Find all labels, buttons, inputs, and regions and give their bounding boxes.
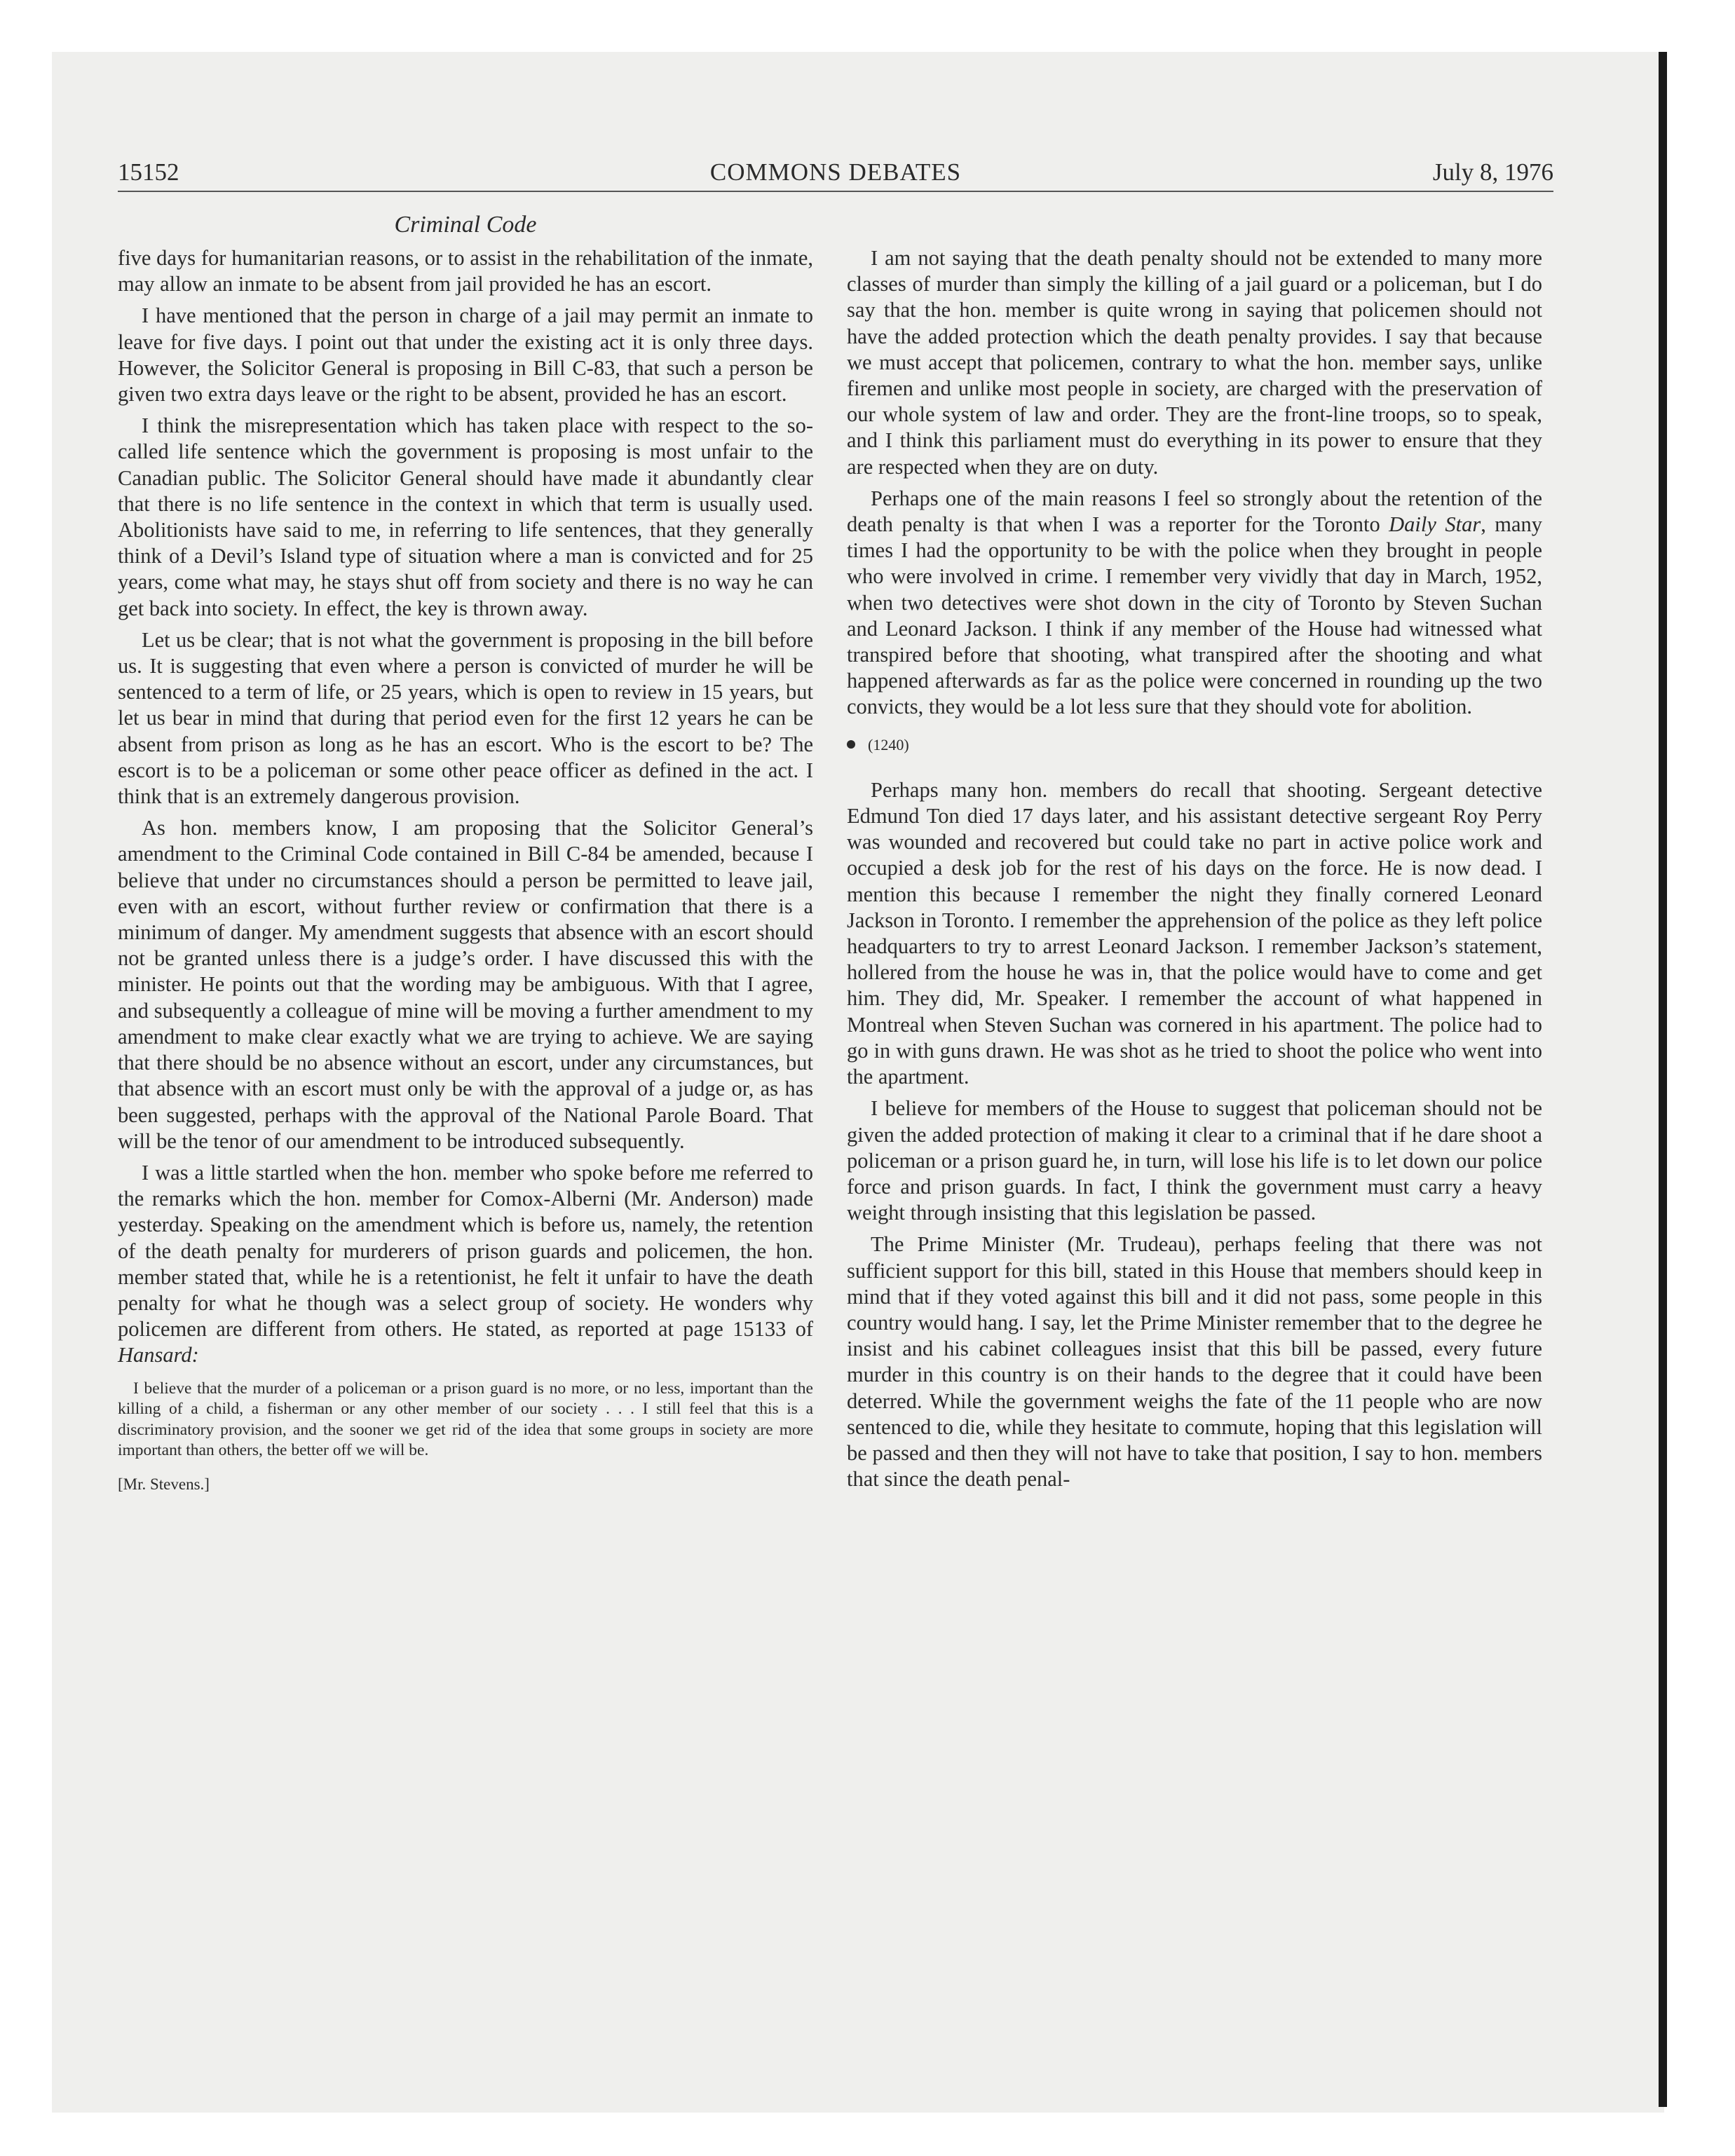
paragraph: I have mentioned that the person in charge of a jail may permit an inmate to leave for five days. I point out that under the existing act it is only three days. However, the Solicitor General is proposing in Bill C-83, that such a person be given two extra days leave or the right to be absent, provided he has an escort. [118,303,813,407]
left-column [118,207,813,1497]
paragraph [118,1160,813,1369]
paragraph-text: , many times I had the opportunity to be with the police when they brought in people who were involved in crime. I remember very vividly that day in March, 1952, when two detectives were shot down in the city of Toronto by Steven Suchan and Leonard Jackson. I think if any member of the House had witnessed what transpired before that shooting, what transpired after the shooting and what happened afterwards as far as the police were concerned in rounding up the two convicts, they would be a lot less sure that they should vote for abolition. [847,512,1543,719]
scan-edge-bar [1659,52,1667,2107]
paragraph-text: I was a little startled when the hon. member who spoke before me referred to the remarks which the hon. member for Comox-Alberni (Mr. Anderson) made yesterday. Speaking on the amendment which is before us, namely, the retention of the death penalty for murderers of prison guards and policemen, the hon. member stated that, while he is a retentionist, he felt it unfair to have the death penalty for what he though was a select group of society. He wonders why policemen are different from others. He stated, as reported at page 15133 of [118,1160,813,1342]
paragraph: As hon. members know, I am proposing that the Solicitor General’s amendment to the Criminal Code contained in Bill C-84 be amended, because I believe that under no circumstances should a person be permitted to leave jail, even with an escort, without further review or confirmation that there is a minimum of danger. My amendment suggests that absence with an escort should not be granted unless there is a judge’s order. I have discussed this with the minister. He points out that the wording may be ambiguous. With that I agree, and subsequently a colleague of mine will be moving a further amendment to my amendment to make clear exactly what we are trying to achieve. We are saying that there should be no absence without an escort, under any circumstances, but that absence with an escort must only be with the approval of a judge or, as has been suggested, perhaps with the approval of the National Parole Board. That will be the tenor of our amendment to be introduced subsequently. [118,816,813,1153]
paragraph: I am not saying that the death penalty should not be extended to many more classes of murder than simply the killing of a jail guard or a policeman, but I do say that the hon. member is quite wrong in saying that policemen should not have the added protection which the death penalty provides. I say that because we must accept that policemen, contrary to what the hon. member says, unlike firemen and unlike most people in society, are charged with the preservation of our whole system of law and order. They are the front-line troops, so to speak, and I think this parliament must do everything in its power to ensure that they are respected when they are on duty. [847,246,1542,479]
publication-title: COMMONS DEBATES [709,158,962,186]
hansard-reference: Hansard: [118,1343,199,1367]
paragraph: Perhaps many hon. members do recall that shooting. Sergeant detective Edmund Ton died 17 days later, and his assistant detective sergeant Roy Perry was wounded and recovered but could take no part in active police work and occupied a desk job for the rest of his days on the force. He is now dead. I mention this because I remember the night they finally cornered Leonard Jackson in Toronto. I remember the apprehension of the police as they left police headquarters to try to arrest Leonard Jackson. I remember Jackson’s statement, hollered from the house he was in, that the police would have to come and get him. They did, Mr. Speaker. I remember the account of what happened in Montreal when Steven Suchan was cornered in his apartment. The police had to go in with guns drawn. He was shot as he tried to shoot the police who went into the apartment. [847,777,1542,1089]
time-marker [847,732,1542,758]
block-quote: I believe that the murder of a policeman or a prison guard is no more, or no less, important than the killing of a child, a fisherman or any other member of our society . . . I still feel that this is a discriminatory provision, and the sooner we get rid of the idea that some groups in society are more important than others, the better off we will be. [118,1379,813,1460]
bullet-icon [847,740,855,749]
paragraph: five days for humanitarian reasons, or to assist in the rehabilitation of the inmate, may allow an inmate to be absent from jail provided he has an escort. [118,246,813,296]
paragraph: I believe for members of the House to suggest that policeman should not be given the added protection of making it clear to a criminal that if he dare shoot a policeman or a prison guard he, in turn, will lose his life is to let down our police force and prison guards. In fact, I think the government must carry a heavy weight through insisting that this legislation be passed. [847,1096,1542,1225]
paragraph [847,486,1542,721]
page-number: 15152 [118,158,179,186]
paragraph-text: Perhaps one of the main reasons I feel so strongly about the retention of the death penalty is that when I was a reporter for the Toronto [847,486,1542,537]
newspaper-name: Daily Star [1389,512,1481,537]
right-column [847,245,1542,1498]
header-rule [118,191,1553,192]
publication-date: July 8, 1976 [1432,158,1553,186]
section-title: Criminal Code [394,212,537,238]
paragraph: I think the misrepresentation which has taken place with respect to the so-called life sentence which the government is proposing is most unfair to the Canadian public. The Solicitor General should have made it abundantly clear that there is no life sentence in the context in which that term is usually used. Abolitionists have said to me, in referring to life sentences, that they generally think of a Devil’s Island type of situation where a man is convicted and for 25 years, come what may, he stays shut off from society and there is no way he can get back into society. In effect, the key is thrown away. [118,414,813,620]
paragraph: The Prime Minister (Mr. Trudeau), perhaps feeling that there was not sufficient support for this bill, stated in this House that members should keep in mind that if they voted against this bill and it did not pass, some people in this country would hang. I say, let the Prime Minister remember that to the degree he insist and his cabinet colleagues insist that this bill be passed, every future murder in this country is on their hands to the degree that it could have been deterred. While the government weighs the fate of the 11 people who are now sentenced to die, while they hesitate to commute, hoping that this legislation will be passed and then they will not have to take that position, I say to hon. members that since the death penal- [847,1232,1542,1492]
speaker-attribution: [Mr. Stevens.] [118,1475,210,1493]
time-marker-text: (1240) [868,735,909,753]
paragraph: Let us be clear; that is not what the government is proposing in the bill before us. It is suggesting that even where a person is convicted of murder he will be sentenced to a term of life, or 25 years, which is open to review in 15 years, but let us bear in mind that during that period even for the first 12 years he can be absent from prison as long as he has an escort. Who is the escort to be? The escort is to be a policeman or some other peace officer as defined in the act. I think that is an extremely dangerous provision. [118,627,813,809]
